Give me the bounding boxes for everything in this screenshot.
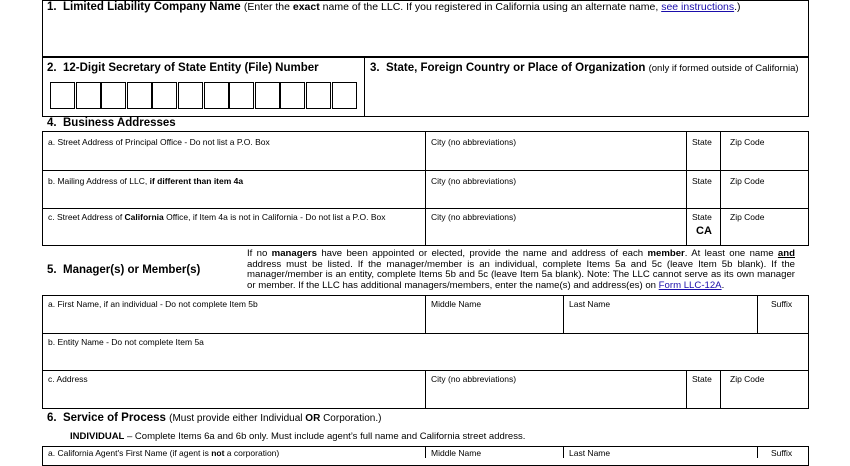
manager-address-field[interactable] [43,371,425,408]
divider [425,295,426,333]
section5-number: 5. [47,264,57,276]
divider [425,370,426,409]
agent-first-name-label: a. California Agent's First Name (if agent is not a corporation) [48,448,280,458]
state-value: CA [696,225,712,237]
digit-cell[interactable] [152,82,177,109]
section3-number: 3. [370,62,380,74]
digit-cell[interactable] [332,82,357,109]
zip-label: Zip Code [730,176,765,186]
digit-cell[interactable] [204,82,229,109]
first-name-label: a. First Name, if an individual - Do not complete Item 5b [48,299,258,309]
divider [757,295,758,333]
section4-header [47,117,176,129]
digit-cell[interactable] [229,82,254,109]
section6-title: Service of Process [62,412,166,424]
section6-number: 6. [47,412,57,424]
state-label: State [692,176,712,186]
form-llc-12a-link[interactable]: Form LLC-12A [658,279,722,291]
city-label: City (no abbreviations) [431,374,517,384]
see-instructions-link[interactable]: see instructions [661,1,735,13]
entity-name-label: b. Entity Name - Do not complete Item 5a [48,337,204,347]
city-label: City (no abbreviations) [431,212,517,222]
digit-cell[interactable] [255,82,280,109]
divider [757,446,758,458]
section5-title: Manager(s) or Member(s) [62,264,201,276]
digit-cell[interactable] [178,82,203,109]
section3-title: State, Foreign Country or Place of Organization [385,62,646,74]
state-label: State [692,212,712,222]
zip-label: Zip Code [730,374,765,384]
section2-title: 12-Digit Secretary of State Entity (File) Number [62,62,319,74]
suffix-label: Suffix [771,448,793,458]
divider [720,131,721,246]
suffix-label: Suffix [771,299,793,309]
city-label: City (no abbreviations) [431,137,517,147]
address-label: c. Address [48,374,88,384]
zip-label: Zip Code [730,212,765,222]
section2-header [47,62,319,74]
individual-instructions: INDIVIDUAL – Complete Items 6a and 6b only. Must include agent’s full name and California street address. [70,431,526,442]
divider [686,131,687,246]
section6-note: (Must provide either Individual OR Corporation.) [169,413,382,424]
section6-header [47,412,381,424]
divider [720,370,721,409]
digit-cell[interactable] [127,82,152,109]
divider [686,370,687,409]
street-address-label: a. Street Address of Principal Office - Do not list a P.O. Box [48,137,270,147]
california-address-label: c. Street Address of California Office, if Item 4a is not in California - Do not list a P.O. Box [48,212,386,222]
digit-cell[interactable] [50,82,75,109]
middle-name-label: Middle Name [431,448,482,458]
section3-header [370,62,799,74]
middle-name-label: Middle Name [431,299,482,309]
digit-cell[interactable] [101,82,126,109]
section5-instructions: If no managers have been appointed or elected, provide the name and address of each member. At least one name and address must be listed. If the manager/member is an individual, complete Items 5a and 5c (leave Item 5b blank). If the manager/member is an entity, complete Items 5b and 5c (leave Item 5a blank). Note: The LLC cannot serve as its own manager or member. If the LLC has additional managers/members, enter the name(s) and address(es) on Form LLC-12A. [247,248,795,291]
divider [425,131,426,246]
section1-title: Limited Liability Company Name [62,1,241,13]
section5-header [47,264,200,276]
digit-cell[interactable] [76,82,101,109]
zip-label: Zip Code [730,137,765,147]
section3-note: (only if formed outside of California) [648,63,799,74]
divider [563,446,564,458]
mailing-address-label: b. Mailing Address of LLC, if different than item 4a [48,176,244,186]
section1-header [47,1,741,13]
city-label: City (no abbreviations) [431,176,517,186]
last-name-label: Last Name [569,448,611,458]
state-label: State [692,137,712,147]
divider [425,446,426,458]
section1-note: (Enter the exact name of the LLC. If you registered in California using an alternate name, see instructions.) [243,1,741,13]
last-name-label: Last Name [569,299,611,309]
state-label: State [692,374,712,384]
section1-number: 1. [47,1,57,13]
section4-title: Business Addresses [62,117,176,129]
divider [563,295,564,333]
section4-number: 4. [47,117,57,129]
digit-cell[interactable] [280,82,305,109]
section2-number: 2. [47,62,57,74]
digit-cell[interactable] [306,82,331,109]
